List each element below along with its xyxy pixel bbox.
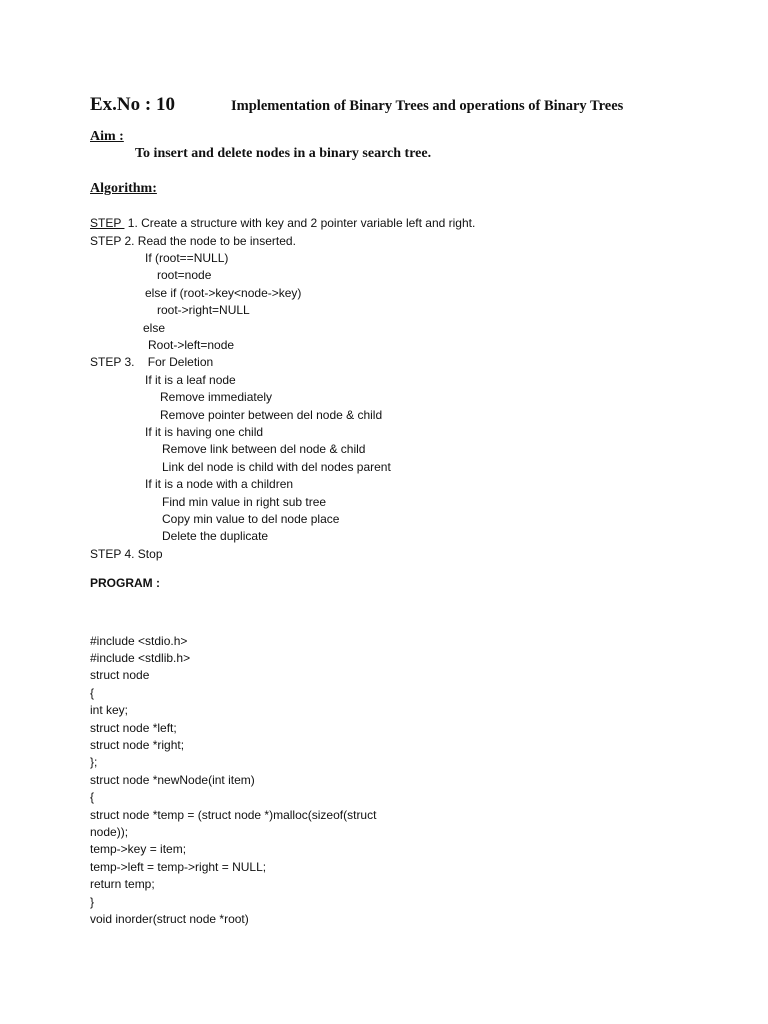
program-heading: PROGRAM :	[90, 576, 160, 590]
algorithm-step-1	[90, 216, 475, 230]
algorithm-line: Root->left=node	[148, 338, 235, 352]
code-line: {	[90, 686, 95, 700]
code-line: struct node *newNode(int item)	[90, 773, 255, 787]
exercise-title: Implementation of Binary Trees and operations of Binary Trees	[231, 98, 624, 114]
code-line: node));	[90, 825, 129, 839]
algorithm-line: If (root==NULL)	[145, 251, 229, 265]
algorithm-line: Remove pointer between del node & child	[160, 408, 383, 422]
exercise-number: Ex.No : 10	[90, 94, 175, 115]
code-line: #include <stdlib.h>	[90, 651, 191, 665]
code-line: struct node	[90, 668, 150, 682]
algorithm-heading: Algorithm:	[90, 181, 157, 196]
aim-heading: Aim :	[90, 129, 124, 144]
code-line: temp->key = item;	[90, 842, 187, 856]
step-1-text: 1. Create a structure with key and 2 pointer variable left and right.	[124, 216, 476, 230]
code-line: };	[90, 755, 98, 769]
algorithm-line: Link del node is child with del nodes parent	[162, 460, 391, 474]
algorithm-line: root->right=NULL	[157, 303, 250, 317]
algorithm-line: If it is having one child	[145, 425, 264, 439]
algorithm-line: Delete the duplicate	[162, 529, 269, 543]
algorithm-line: If it is a node with a children	[145, 477, 294, 491]
step-1-label: STEP	[90, 216, 125, 230]
code-line: {	[90, 790, 95, 804]
code-line: int key;	[90, 703, 129, 717]
algorithm-line: If it is a leaf node	[145, 373, 236, 387]
code-line: void inorder(struct node *root)	[90, 912, 249, 926]
algorithm-line: STEP 4. Stop	[90, 547, 163, 561]
code-line: struct node *left;	[90, 721, 177, 735]
algorithm-line: root=node	[157, 268, 212, 282]
aim-text: To insert and delete nodes in a binary search tree.	[135, 146, 432, 161]
algorithm-line: Copy min value to del node place	[162, 512, 340, 526]
algorithm-line: Remove immediately	[160, 390, 273, 404]
code-line: #include <stdio.h>	[90, 634, 188, 648]
code-line: }	[90, 895, 95, 909]
code-line: return temp;	[90, 877, 155, 891]
algorithm-line: STEP 3. For Deletion	[90, 355, 214, 369]
algorithm-line: STEP 2. Read the node to be inserted.	[90, 234, 296, 248]
algorithm-line: Find min value in right sub tree	[162, 495, 327, 509]
algorithm-line: else if (root->key<node->key)	[145, 286, 302, 300]
algorithm-line: else	[143, 321, 166, 335]
code-line: struct node *temp = (struct node *)malloc(sizeof(struct	[90, 808, 377, 822]
code-line: struct node *right;	[90, 738, 185, 752]
algorithm-line: Remove link between del node & child	[162, 442, 366, 456]
code-line: temp->left = temp->right = NULL;	[90, 860, 267, 874]
